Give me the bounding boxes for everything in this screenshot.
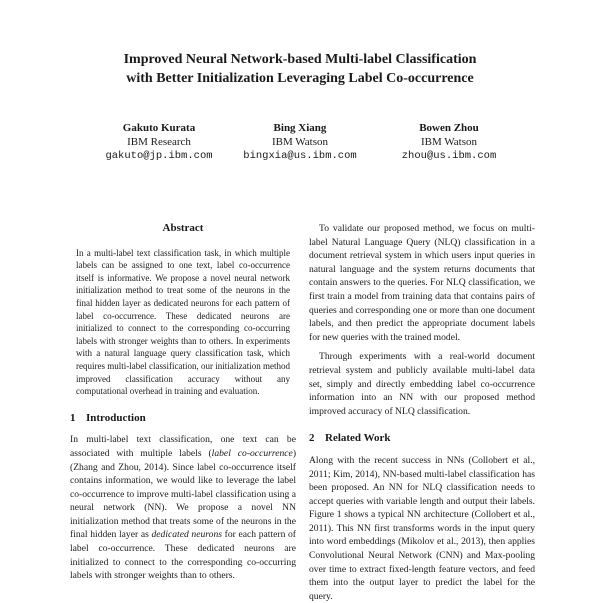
abstract-heading: Abstract	[162, 222, 204, 234]
author-block-2	[225, 121, 375, 163]
left-column	[70, 222, 296, 583]
paper-title	[60, 50, 540, 88]
author-name: Bing Xiang	[273, 122, 327, 134]
title-line-2: with Better Initialization Leveraging Label Co-occurrence	[126, 71, 474, 86]
author-affiliation: IBM Watson	[271, 136, 329, 148]
section-heading-related-work	[309, 432, 535, 446]
author-email: gakuto@jp.ibm.com	[105, 150, 213, 162]
section-title: Introduction	[86, 411, 146, 424]
author-email: zhou@us.ibm.com	[401, 150, 497, 162]
author-affiliation: IBM Watson	[420, 136, 478, 148]
intro-paragraph: In multi-label text classification, one text can be associated with multiple labels (label co-occurrence) (Zhang and Zhou, 2014). Since label co-occurrence itself contains information, we would like to leverage the label co-occurrence to improve multi-label classification using a neural network (NN). We propose a novel NN initialization method that treats some of the neurons in the final hidden layer as dedicated neurons for each pattern of label co-occurrence. These dedicated neurons are initialized to connect to the corresponding co-occurring labels with stronger weights than to others.	[70, 434, 297, 582]
body-paragraph: Through experiments with a real-world document retrieval system and publicly available multi-label data set, simply and directly embedding label co-occurrence information into an NN with our proposed method improved accuracy of NLQ classification.	[309, 351, 535, 417]
section-number: 2	[309, 432, 315, 445]
section-heading-introduction	[70, 412, 296, 426]
author-name: Bowen Zhou	[419, 122, 479, 134]
author-affiliation: IBM Research	[127, 136, 191, 148]
right-column	[309, 222, 535, 603]
body-paragraph: To validate our proposed method, we focus on multi-label Natural Language Query (NLQ) classification in a document retrieval system in which users input queries in natural language and the system returns documents that contain answers to the queries. For NLQ classification, we first train a model from training data that contains pairs of queries and corresponding one or more than one document labels, and then predict the appropriate document labels for new queries with the trained model.	[309, 223, 535, 343]
section-number: 1	[70, 411, 76, 424]
section-title: Related Work	[325, 432, 391, 445]
author-name: Gakuto Kurata	[122, 122, 196, 134]
abstract-text: In a multi-label text classification task, in which multiple labels can be assigned to one text, label co-occurrence itself is informative. We propose a novel neural network initialization method to treat some of the neurons in the final hidden layer as dedicated neurons for each pattern of label co-occurrence. These dedicated neurons are initialized to connect to the corresponding co-occurring labels with stronger weights than to others. In experiments with a natural language query classification task, which requires multi-label classification, our initialization method improved classification accuracy without any computational overhead in training and evaluation.	[76, 247, 290, 397]
author-block-1	[84, 121, 234, 163]
author-block-3	[374, 121, 524, 163]
author-email: bingxia@us.ibm.com	[243, 150, 357, 162]
title-line-1: Improved Neural Network-based Multi-label Classification	[123, 52, 477, 67]
related-work-paragraph: Along with the recent success in NNs (Collobert et al., 2011; Kim, 2014), NN-based multi-label classification has been proposed. An NN for NLQ classification needs to accept queries with variable length and output their labels. Figure 1 shows a typical NN architecture (Collobert et al., 2011). This NN first transforms words in the input query into word embeddings (Mikolov et al., 2013), then applies Convolutional Neural Network (CNN) and Max-pooling over time to extract fixed-length feature vectors, and feed them into the output layer to predict the label for the query.	[309, 454, 535, 602]
